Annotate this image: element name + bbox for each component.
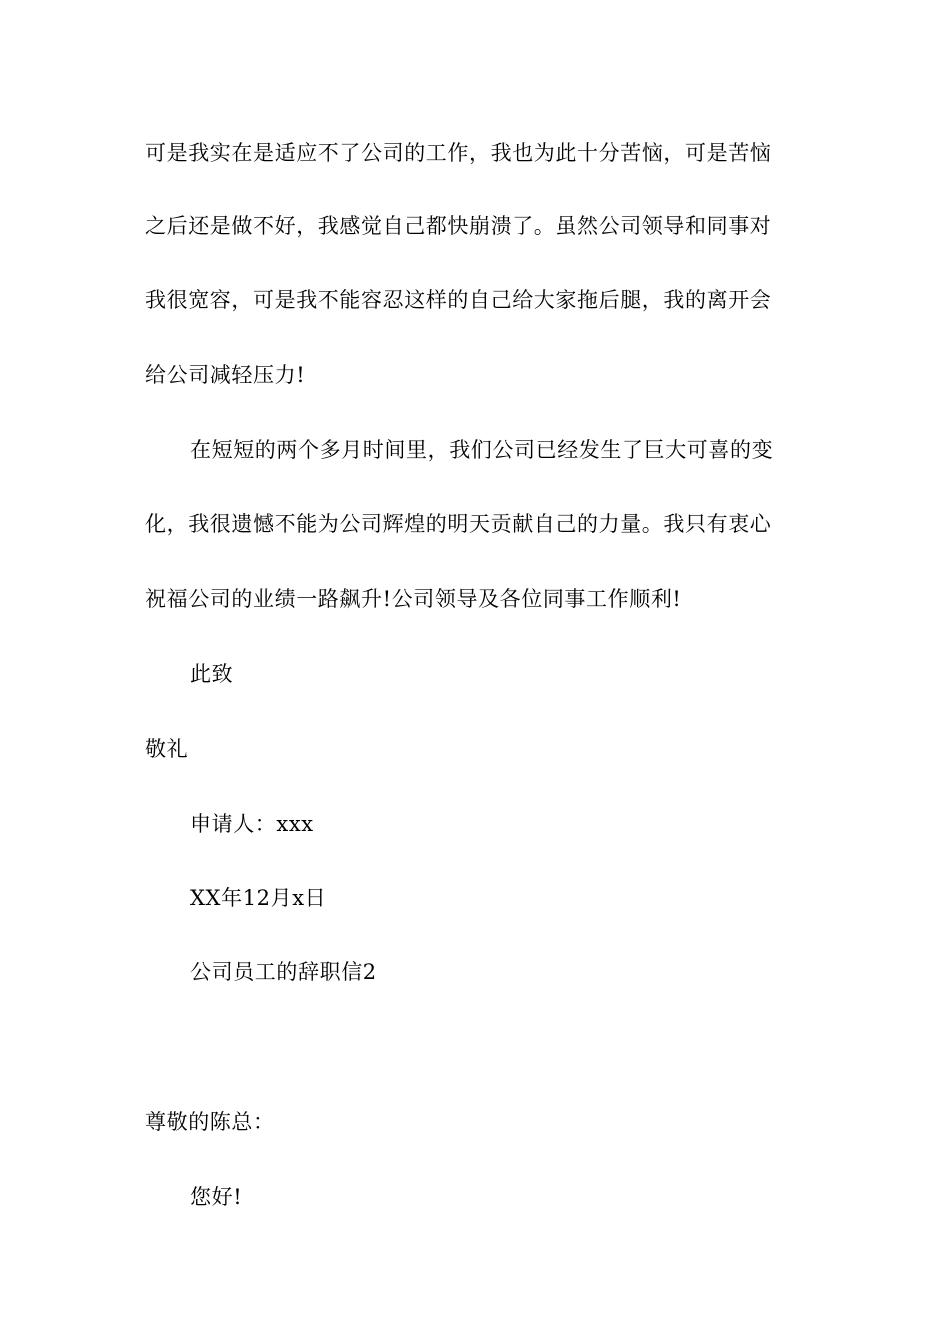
paragraph-2-line-2: 化，我很遗憾不能为公司辉煌的明天贡献自己的力量。我只有衷心	[145, 512, 772, 536]
salutation: 尊敬的陈总：	[145, 1110, 275, 1134]
paragraph-1-line-2: 之后还是做不好，我感觉自己都快崩溃了。虽然公司领导和同事对	[145, 214, 772, 238]
closing-ci-zhi: 此致	[190, 662, 234, 686]
paragraph-2-line-1: 在短短的两个多月时间里，我们公司已经发生了巨大可喜的变	[190, 438, 774, 462]
date-line: XX年12月x日	[190, 886, 327, 910]
closing-jing-li: 敬礼	[145, 737, 189, 761]
greeting: 您好!	[190, 1185, 243, 1209]
paragraph-1-line-3: 我很宽容，可是我不能容忍这样的自己给大家拖后腿，我的离开会	[145, 288, 772, 312]
paragraph-1-line-1: 可是我实在是适应不了公司的工作，我也为此十分苦恼，可是苦恼	[145, 141, 772, 165]
next-letter-title: 公司员工的辞职信2	[190, 960, 377, 984]
paragraph-1-line-4: 给公司减轻压力!	[145, 363, 306, 387]
paragraph-2-line-3: 祝福公司的业绩一路飙升!公司领导及各位同事工作顺利!	[145, 587, 682, 611]
applicant-line: 申请人：xxx	[190, 812, 314, 836]
